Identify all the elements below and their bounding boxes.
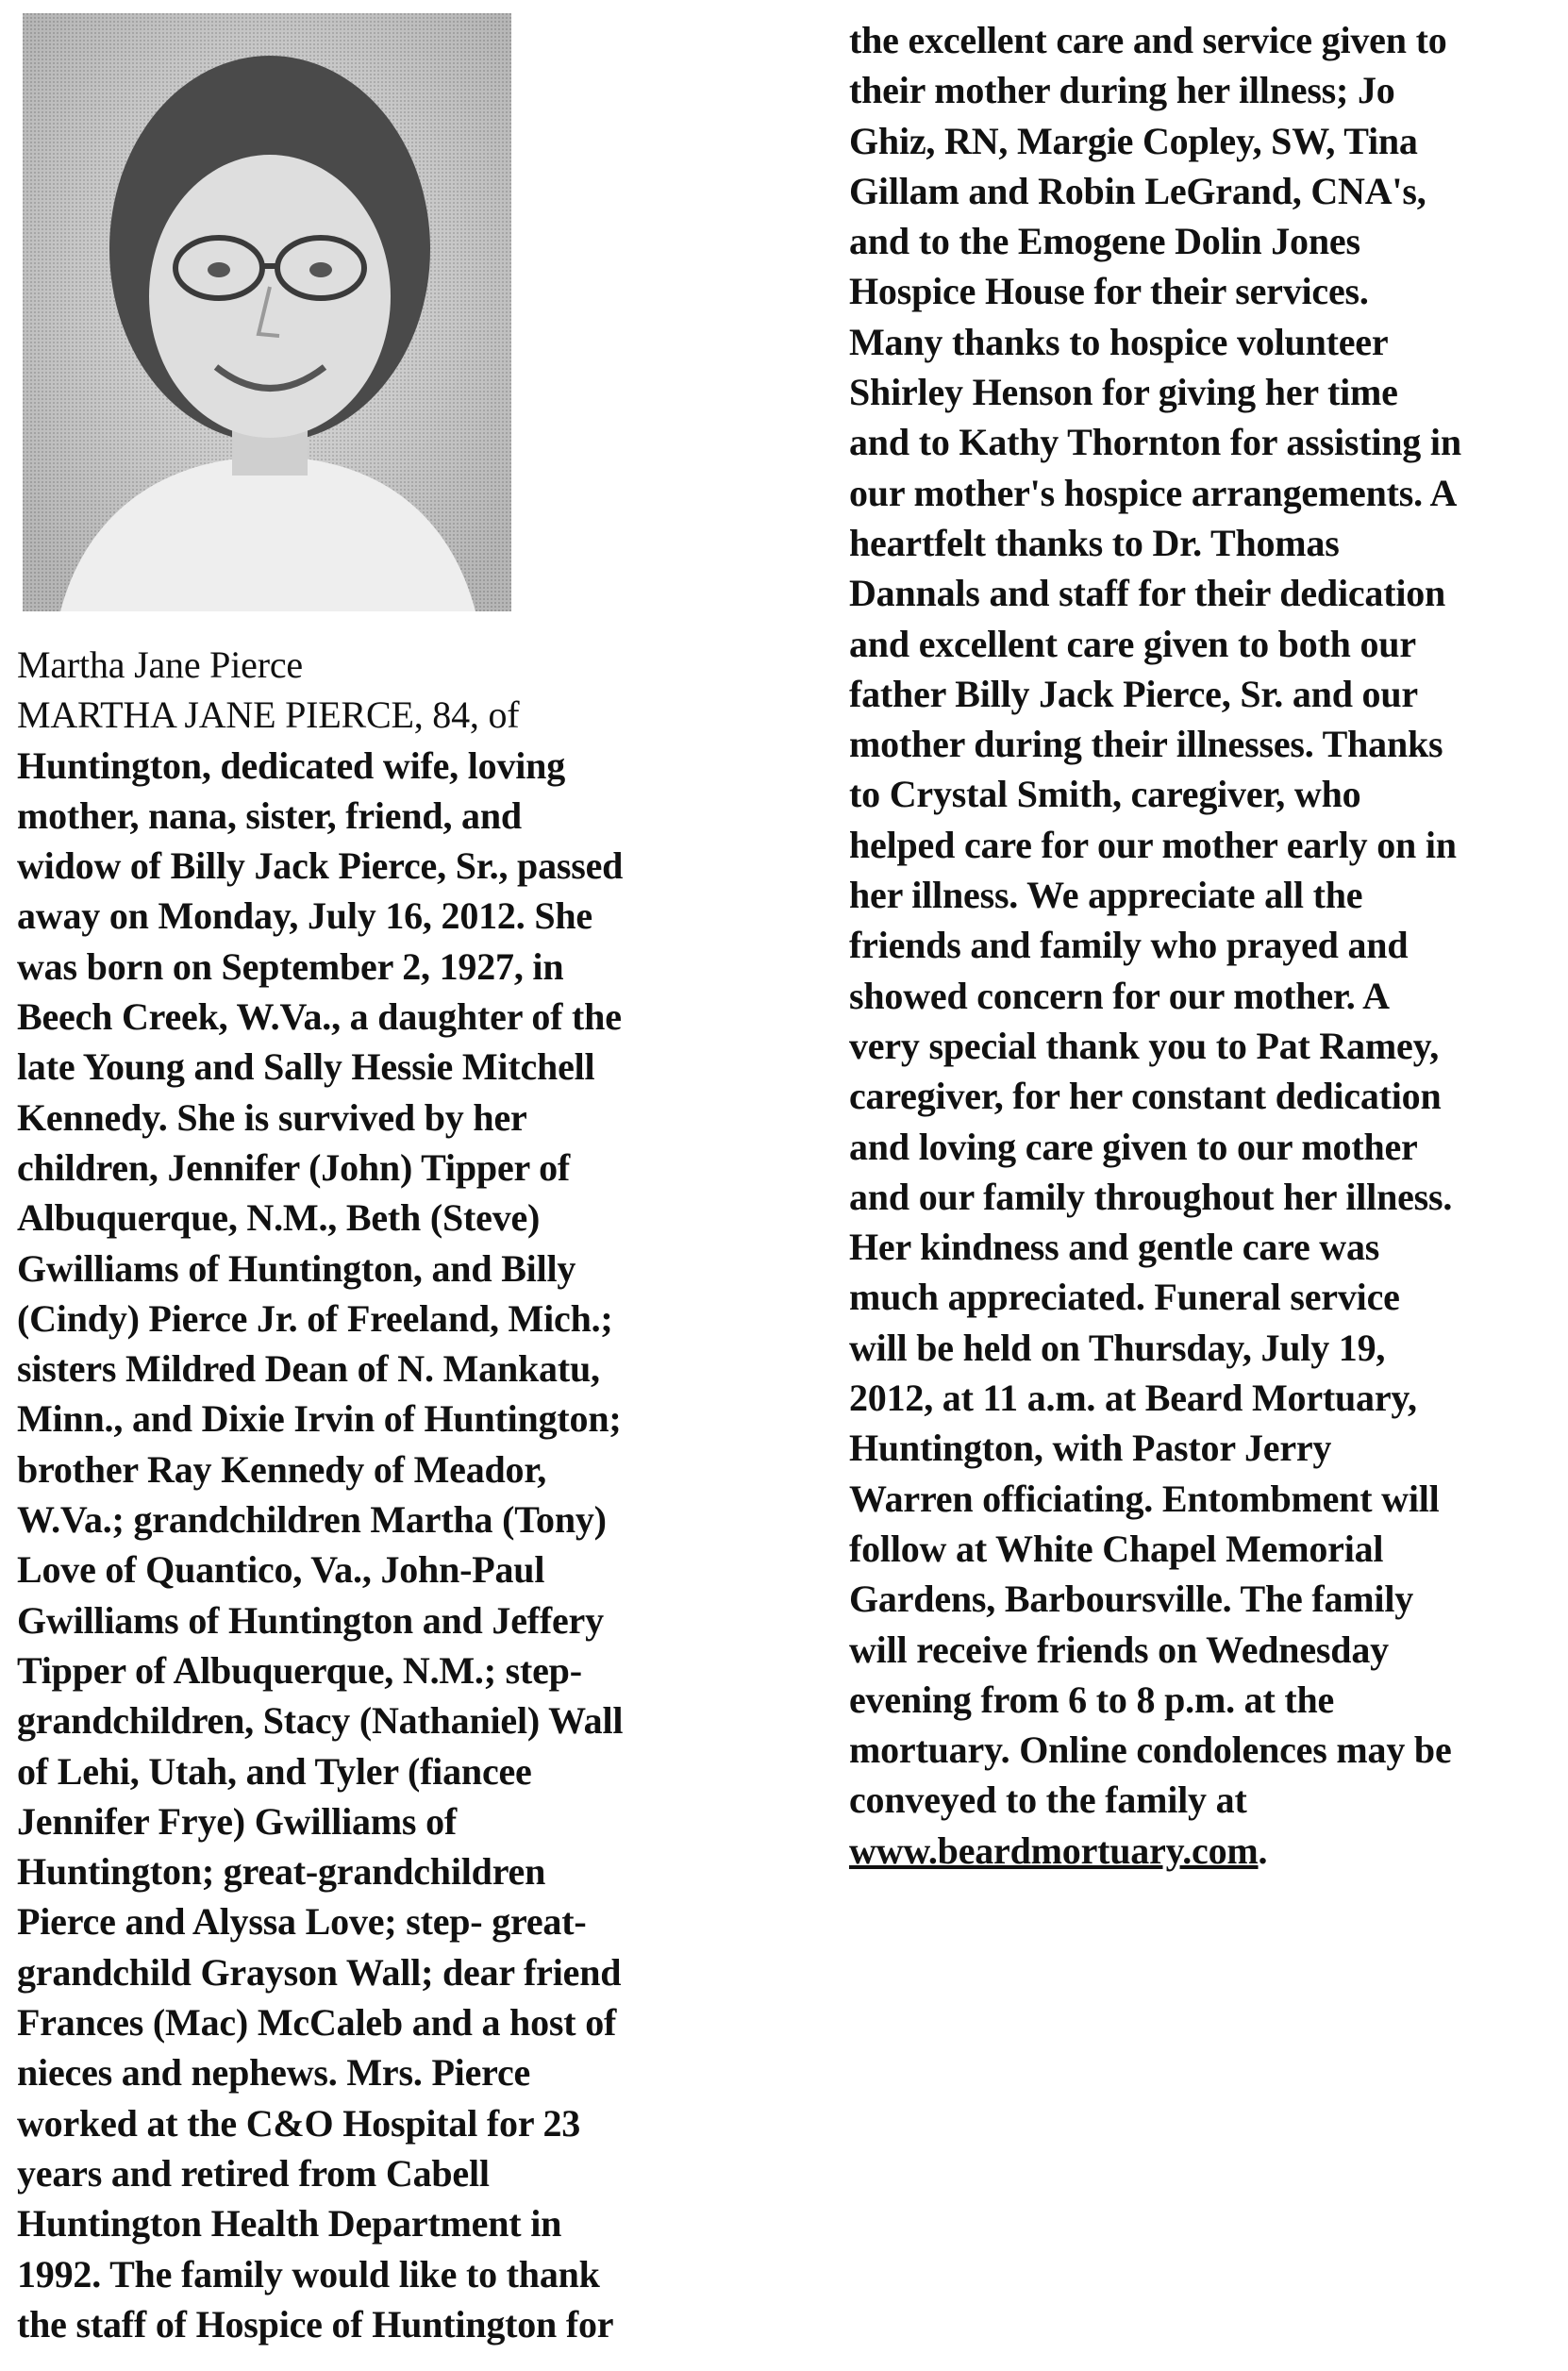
portrait-photo: [23, 13, 511, 611]
portrait-illustration: [23, 13, 511, 611]
obituary-right-body: the excellent care and service given to their mother during her illness; Jo Ghiz, RN, Margie Copley, SW, Tina Gillam and Robin LeGrand, CNA's, and to the Emogene Dolin Jones Hospice House for their services. Many thanks to hospice volunteer Shirley Henson for giving her time and to Kathy Thornton for assisting in our mother's hospice arrangements. A heartfelt thanks to Dr. Thomas Dannals and staff for their dedication and excellent care given to both our father Billy Jack Pierce, Sr. and our mother during their illnesses. Thanks to Crystal Smith, caregiver, who helped care for our mother early on in her illness. We appreciate all the friends and family who prayed and showed concern for our mother. A very special thank you to Pat Ramey, caregiver, for her constant dedication and loving care given to our mother and our family throughout her illness. Her kindness and gentle care was much appreciated. Funeral service will be held on Thursday, July 19, 2012, at 11 a.m. at Beard Mortuary, Huntington, with Pastor Jerry Warren officiating. Entombment will follow at White Chapel Memorial Gardens, Barboursville. The family will receive friends on Wednesday evening from 6 to 8 p.m. at the mortuary. Online condolences may be conveyed to the family at: [849, 19, 1461, 1822]
mortuary-website-link[interactable]: www.beardmortuary.com: [849, 1828, 1259, 1872]
obituary-left-column: [17, 640, 734, 2349]
closing-period: .: [1258, 1828, 1268, 1872]
obituary-left-body: Huntington, dedicated wife, loving mother, nana, sister, friend, and widow of Billy Jack Pierce, Sr., passed away on Monday, July 16, 2012. She was born on September 2, 1927, in Beech Creek, W.Va., a daughter of the late Young and Sally Hessie Mitchell Kennedy. She is survived by her children, Jennifer (John) Tipper of Albuquerque, N.M., Beth (Steve) Gwilliams of Huntington, and Billy (Cindy) Pierce Jr. of Freeland, Mich.; sisters Mildred Dean of N. Mankatu, Minn., and Dixie Irvin of Huntington; brother Ray Kennedy of Meador, W.Va.; grandchildren Martha (Tony) Love of Quantico, Va., John-Paul Gwilliams of Huntington and Jeffery Tipper of Albuquerque, N.M.; step- grandchildren, Stacy (Nathaniel) Wall of Lehi, Utah, and Tyler (fiancee Jennifer Frye) Gwilliams of Huntington; great-grandchildren Pierce and Alyssa Love; step- great- grandchild Grayson Wall; dear friend Frances (Mac) McCaleb and a host of nieces and nephews. Mrs. Pierce worked at the C&O Hospital for 23 years and retired from Cabell Huntington Health Department in 1992. The family would like to thank the staff of Hospice of Huntington for: [17, 743, 624, 2346]
obituary-lead-line: MARTHA JANE PIERCE, 84, of: [17, 693, 520, 737]
obituary-right-column: [849, 15, 1559, 1876]
obituary-name-heading: Martha Jane Pierce: [17, 643, 303, 686]
